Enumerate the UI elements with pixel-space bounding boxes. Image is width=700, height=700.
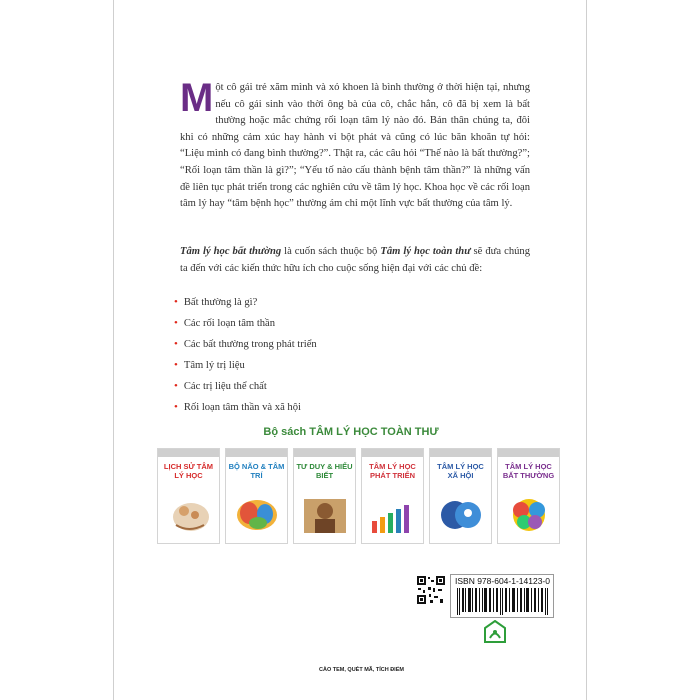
- series-title: [114, 426, 588, 438]
- book-band: [430, 449, 491, 457]
- book-cover-thumbnail: [429, 448, 492, 544]
- isbn-barcode: [450, 574, 554, 618]
- series-title-name: TÂM LÝ HỌC TOÀN THƯ: [309, 426, 439, 438]
- summary-paragraph: [180, 244, 530, 277]
- barcode-icon: [455, 588, 551, 615]
- book-cover-thumbnail: [293, 448, 356, 544]
- list-item: • Rối loạn tâm thần và xã hội: [174, 401, 301, 413]
- bullet-icon: •: [174, 338, 178, 350]
- color-burst-icon: [504, 495, 554, 535]
- book-band: [362, 449, 423, 457]
- bullet-icon: •: [174, 380, 178, 392]
- brain-icon: [232, 495, 282, 535]
- bullet-icon: •: [174, 296, 178, 308]
- growth-figures-icon: [368, 495, 418, 535]
- book-band: [158, 449, 219, 457]
- thinker-icon: [300, 495, 350, 535]
- verification-stamp-area: [317, 620, 383, 664]
- bullet-icon: •: [174, 401, 178, 413]
- isbn-number: ISBN 978-604-1-14123-0: [455, 576, 550, 586]
- book-art-icon: [164, 495, 214, 535]
- book-title: TÂM LÝ HỌC XÃ HỘI: [437, 462, 484, 480]
- head-profile-icon: [436, 495, 486, 535]
- summary-text-1: là cuốn sách thuộc bộ: [281, 246, 381, 257]
- book-band: [294, 449, 355, 457]
- drop-cap: M: [180, 76, 214, 120]
- book-title: TÂM LÝ HỌC PHÁT TRIỂN: [369, 462, 416, 480]
- series-prefix: Bộ sách: [263, 426, 310, 438]
- list-item: • Các trị liệu thể chất: [174, 380, 267, 392]
- book-band: [498, 449, 559, 457]
- book-title: BỘ NÃO & TÂM TRÍ: [228, 462, 285, 480]
- qr-code-icon: [416, 575, 446, 605]
- summary-text-2: sẽ đưa chúng ta đến với các kiến thức hữu ích cho cuộc sống hiện đại với các chủ đề:: [180, 246, 531, 274]
- bullet-icon: •: [174, 317, 178, 329]
- list-item: • Các bất thường trong phát triển: [174, 338, 317, 350]
- bullet-icon: •: [174, 359, 178, 371]
- list-item: • Các rối loạn tâm thần: [174, 317, 276, 329]
- book-cover-thumbnail: [361, 448, 424, 544]
- book-band: [226, 449, 287, 457]
- publisher-logo-icon: [484, 620, 506, 644]
- list-item: • Tâm lý trị liệu: [174, 359, 245, 371]
- book-title: LỊCH SỬ TÂM LÝ HỌC: [163, 462, 214, 480]
- book-series: [157, 448, 557, 544]
- list-item: • Bất thường là gì?: [174, 296, 258, 308]
- book-cover-thumbnail: [225, 448, 288, 544]
- book-cover-thumbnail: [157, 448, 220, 544]
- verification-label: CÀO TEM, QUÉT MÃ, TÍCH ĐIỂM: [319, 667, 404, 673]
- book-title: TÂM LÝ HỌC BẤT THƯỜNG: [502, 462, 555, 480]
- book-cover-thumbnail: [497, 448, 560, 544]
- series-name: Tâm lý học toàn thư: [380, 246, 471, 257]
- book-name: Tâm lý học bất thường: [180, 246, 282, 257]
- back-cover: [113, 0, 587, 700]
- book-title: TƯ DUY & HIỂU BIẾT: [296, 462, 353, 480]
- intro-paragraph: [180, 76, 530, 213]
- topic-list: [174, 292, 514, 418]
- intro-text: ột cô gái trẻ xăm mình và xỏ khoen là bình thường ở thời hiện tại, nhưng nếu cô gái sinh vào thời ông bà của cô, chắc hẳn, cô đã bị xem là bất thường hoặc mắc chứng rối loạn tâm lý nào đó. Bản thân chúng ta, đôi khi có những cảm xúc hay hành vi bột phát và cũng có lúc băn khoăn tự hỏi: “Liệu mình có đang bình thường?”. Thật ra, các câu hỏi “Thế nào là bất thường?”; “Rối loạn tâm thần là gì?”; “Yếu tố nào cấu thành bệnh tâm thần?” là những vấn đề liên tục phát triển trong các nghiên cứu về tâm lý học. Khoa học về các rối loạn tâm lý hay “tâm bệnh học” thường ám chỉ một lĩnh vực bất thường của tâm lý.: [180, 82, 530, 210]
